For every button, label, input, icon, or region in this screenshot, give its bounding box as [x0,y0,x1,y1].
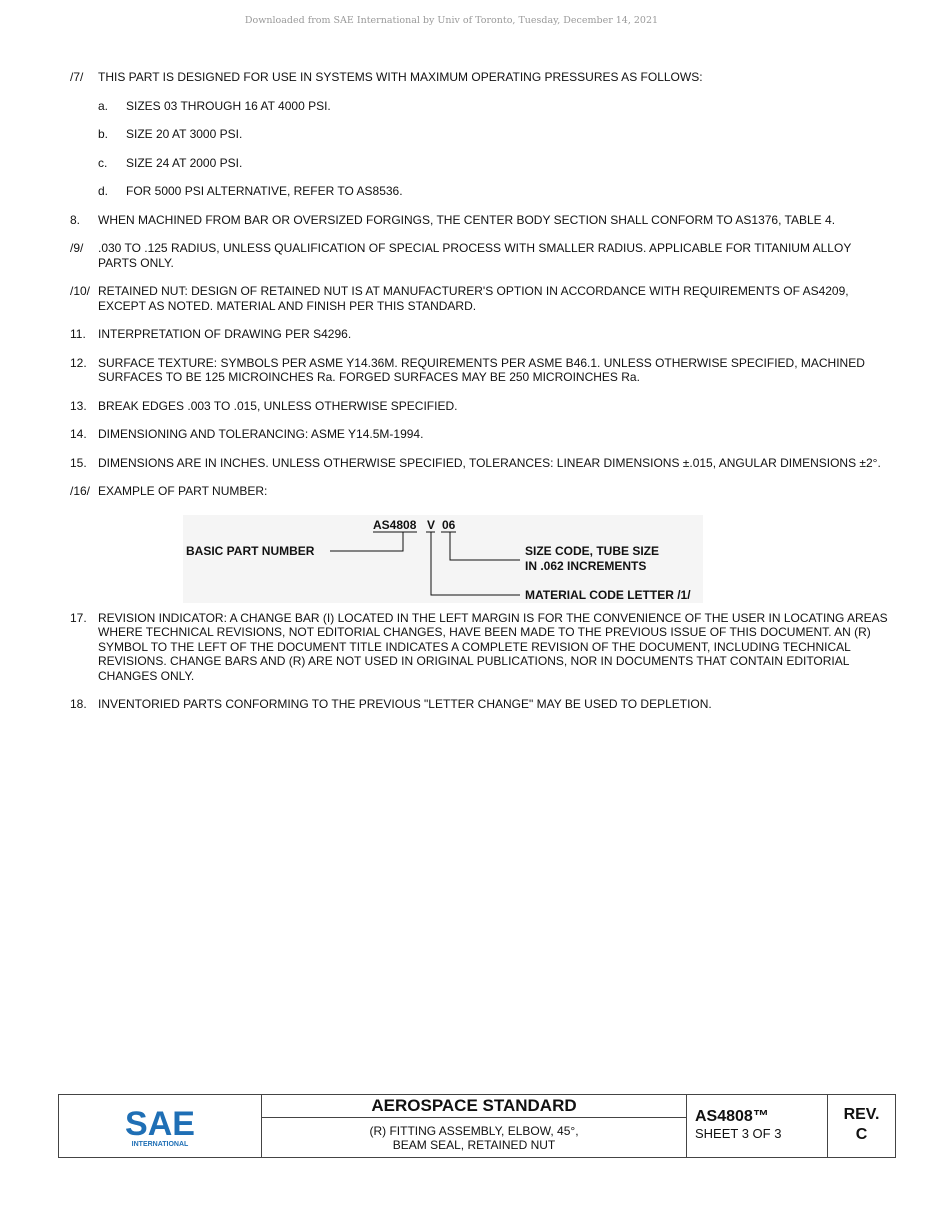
material-code-label: MATERIAL CODE LETTER /1/ [525,587,691,602]
note-18 [70,697,890,712]
note-text: SURFACE TEXTURE: SYMBOLS PER ASME Y14.36M. REQUIREMENTS PER ASME B46.1. UNLESS OTHERWISE SPECIFIED, MACHINED SURFACES TO BE 125 MICROINCHES Ra. FORGED SURFACES MAY BE 250 MICROINCHES Ra. [98,355,865,384]
revision-value: C [855,1126,868,1143]
document-title-line1: (R) FITTING ASSEMBLY, ELBOW, 45°, [369,1123,579,1138]
note-7a [70,99,890,114]
note-text: RETAINED NUT: DESIGN OF RETAINED NUT IS AT MANUFACTURER'S OPTION IN ACCORDANCE WITH REQUIREMENTS OF AS4209, EXCEPT AS NOTED. MATERIAL AND FINISH PER THIS STANDARD. [98,284,849,313]
sae-logo-icon [115,1103,205,1149]
note-text: WHEN MACHINED FROM BAR OR OVERSIZED FORGINGS, THE CENTER BODY SECTION SHALL CONFORM TO AS1376, TABLE 4. [98,212,836,227]
note-number: 12. [70,355,87,370]
title-block [58,1094,896,1158]
note-7d [70,184,890,199]
note-text: THIS PART IS DESIGNED FOR USE IN SYSTEMS WITH MAXIMUM OPERATING PRESSURES AS FOLLOWS: [98,70,703,84]
note-number: 8. [70,212,81,227]
size-code-label-line2: IN .062 INCREMENTS [525,558,647,573]
note-number: /10/ [70,284,91,298]
revision [828,1095,895,1157]
note-text: DIMENSIONING AND TOLERANCING: ASME Y14.5M-1994. [98,427,424,441]
note-10 [70,284,890,313]
sae-logo [59,1095,262,1157]
note-13 [70,399,890,414]
document-id [687,1095,828,1157]
notes-list [70,70,890,726]
sub-note-letter: c. [98,155,108,170]
document-number: AS4808™ [695,1108,769,1125]
revision-label: REV. [843,1106,880,1123]
note-12 [70,356,890,385]
note-16 [70,484,890,499]
part-number-diagram [183,515,703,603]
note-text: DIMENSIONS ARE IN INCHES. UNLESS OTHERWISE SPECIFIED, TOLERANCES: LINEAR DIMENSIONS ±.015, ANGULAR DIMENSIONS ±2°. [98,455,881,470]
download-note: Downloaded from SAE International by Univ of Toronto, Tuesday, December 14, 2021 [244,15,659,26]
note-number: /16/ [70,484,91,498]
note-text: BREAK EDGES .003 TO .015, UNLESS OTHERWISE SPECIFIED. [98,398,458,413]
note-text: EXAMPLE OF PART NUMBER: [98,484,268,498]
document-title [262,1118,686,1157]
sub-note-text: SIZES 03 THROUGH 16 AT 4000 PSI. [126,98,331,113]
basic-part-label: BASIC PART NUMBER [186,543,315,558]
note-8 [70,213,890,228]
note-text: REVISION INDICATOR: A CHANGE BAR (I) LOCATED IN THE LEFT MARGIN IS FOR THE CONVENIENCE OF THE USER IN LOCATING AREAS WHERE TECHNICAL REVISIONS, NOT EDITORIAL CHANGES, HAVE BEEN MADE TO THE PREVIOUS ISSUE OF THIS DOCUMENT. AN (R) SYMBOL TO THE LEFT OF THE DOCUMENT TITLE INDICATES A COMPLETE REVISION OF THE DOCUMENT, INCLUDING TECHNICAL REVISIONS. CHANGE BARS AND (R) ARE NOT USED IN ORIGINAL PUBLICATIONS, NOR IN DOCUMENTS THAT CONTAIN EDITORIAL CHANGES ONLY. [98,610,888,683]
note-number: /9/ [70,241,84,255]
note-number: 18. [70,697,87,711]
note-number: 14. [70,427,87,441]
part-number-example [183,515,703,603]
note-7b [70,127,890,142]
note-11 [70,327,890,342]
sub-note-text: SIZE 20 AT 3000 PSI. [126,127,243,141]
logo-text: SAE [125,1105,195,1143]
note-text: INVENTORIED PARTS CONFORMING TO THE PREVIOUS "LETTER CHANGE" MAY BE USED TO DEPLETION. [98,697,712,711]
size-code-label-line1: SIZE CODE, TUBE SIZE [525,543,660,558]
note-number: 11. [70,327,86,341]
sub-note-letter: a. [98,98,109,113]
note-9 [70,241,890,270]
example-material-letter: V [427,517,436,532]
document-title-line2: BEAM SEAL, RETAINED NUT [392,1137,556,1152]
sub-note-letter: b. [98,127,109,141]
example-size-code: 06 [442,517,456,532]
note-number: 13. [70,398,87,413]
note-7 [70,70,890,85]
logo-subtext: INTERNATIONAL [131,1141,189,1148]
note-number: /7/ [70,70,84,84]
note-text: INTERPRETATION OF DRAWING PER S4296. [98,327,352,341]
sub-note-text: FOR 5000 PSI ALTERNATIVE, REFER TO AS8536. [126,184,403,198]
note-7c [70,156,890,171]
sheet-number: SHEET 3 OF 3 [695,1126,782,1141]
note-text: .030 TO .125 RADIUS, UNLESS QUALIFICATION OF SPECIAL PROCESS WITH SMALLER RADIUS. APPLICABLE FOR TITANIUM ALLOY PARTS ONLY. [98,241,852,270]
sub-note-letter: d. [98,184,109,198]
note-number: 17. [70,610,87,625]
note-15 [70,456,890,471]
standard-heading: AEROSPACE STANDARD [262,1095,686,1118]
example-part-base: AS4808 [373,517,417,532]
title-center [262,1095,687,1157]
note-17 [70,611,890,684]
note-number: 15. [70,455,87,470]
sub-note-text: SIZE 24 AT 2000 PSI. [126,155,243,170]
note-14 [70,427,890,442]
